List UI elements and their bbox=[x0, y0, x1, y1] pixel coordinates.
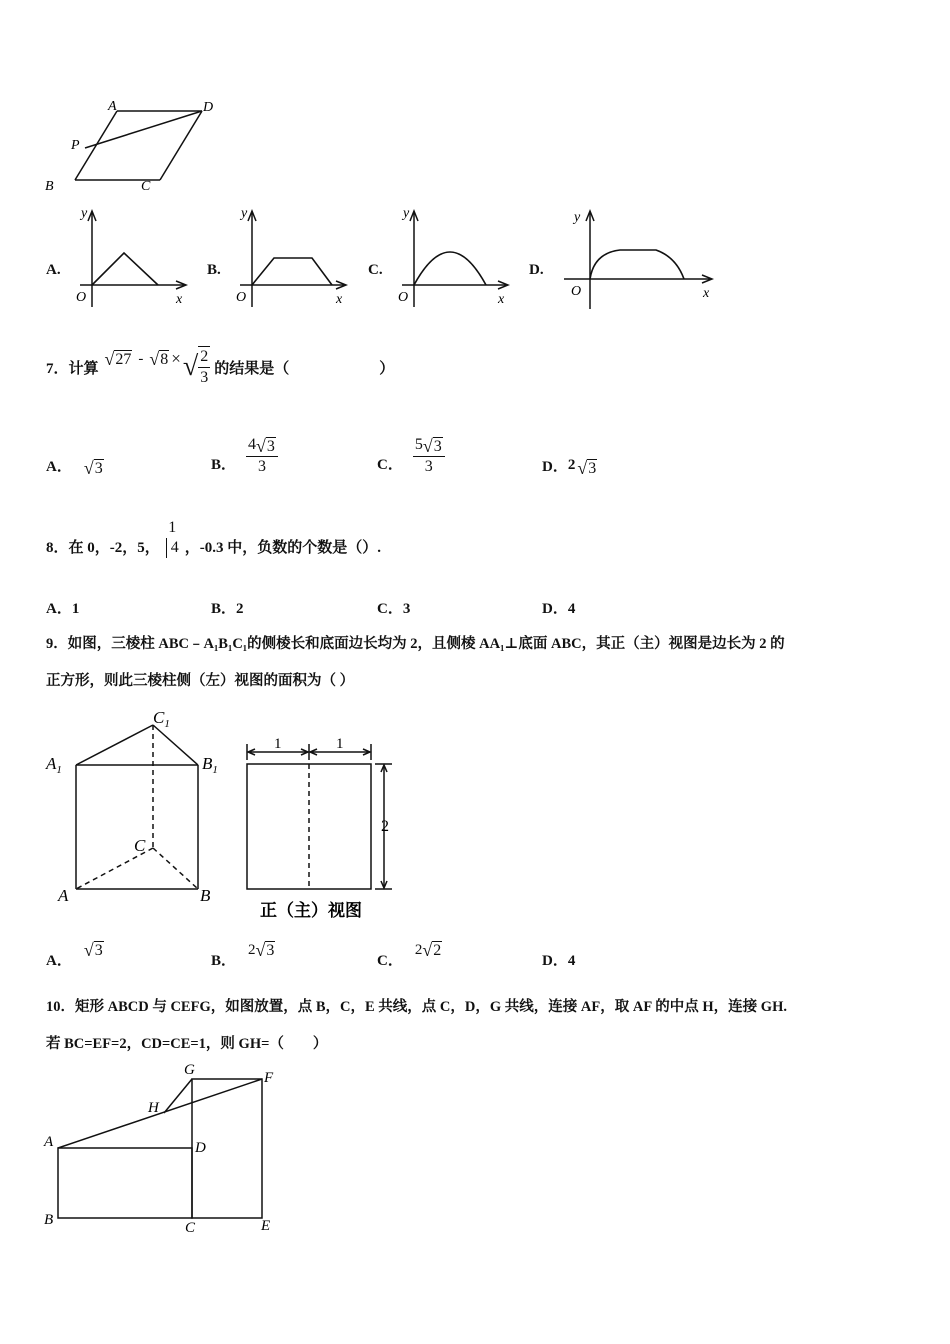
question-9-line2: 正方形，则此三棱柱侧（左）视图的面积为（ ） bbox=[46, 673, 355, 689]
q8-option-c: C．3 bbox=[377, 601, 411, 617]
label-a: A bbox=[108, 99, 117, 114]
svg-text:正（主）视图: 正（主）视图 bbox=[260, 901, 362, 920]
question-10-line2: 若 BC=EF=2，CD=CE=1，则 GH=（ ） bbox=[46, 1036, 328, 1052]
label-b: B bbox=[45, 179, 54, 194]
graph-option-d-label: D. bbox=[529, 262, 544, 278]
svg-text:C: C bbox=[134, 836, 146, 855]
svg-text:x: x bbox=[498, 292, 505, 307]
svg-text:y: y bbox=[81, 206, 88, 221]
q8-option-d: D．4 bbox=[542, 601, 576, 617]
svg-text:y: y bbox=[241, 206, 248, 221]
svg-text:O: O bbox=[236, 290, 247, 305]
q7-option-c: C． 5 √ 3 3 bbox=[377, 428, 445, 484]
q9-option-b: B． 2 √ 3 bbox=[211, 940, 275, 969]
q9-option-a: A． √ 3 bbox=[46, 940, 103, 969]
edge-ba bbox=[75, 111, 117, 180]
svg-text:y: y bbox=[574, 210, 581, 225]
svg-text:D: D bbox=[195, 1140, 206, 1156]
question-9-line1: 9．如图，三棱柱 ABC﹣A₁B₁C₁的侧棱长和底面边长均为 2，且侧棱 AA₁⊥底面 ABC，其正（主）视图是边长为 2 的 bbox=[46, 636, 785, 652]
svg-text:O: O bbox=[571, 284, 582, 299]
svg-text:x: x bbox=[703, 286, 710, 301]
graph-option-c-label: C. bbox=[368, 262, 383, 278]
front-view-figure bbox=[240, 730, 410, 922]
edge-dc bbox=[160, 111, 202, 180]
svg-text:B: B bbox=[44, 1212, 54, 1228]
svg-text:B: B bbox=[200, 886, 211, 905]
graph-option-a-label: A. bbox=[46, 262, 61, 278]
svg-text:C: C bbox=[185, 1220, 196, 1236]
segment-pd bbox=[85, 111, 202, 148]
prism-figure bbox=[40, 705, 230, 910]
q9-option-c: C． 2 √ 2 bbox=[377, 940, 442, 969]
svg-text:A: A bbox=[44, 1134, 54, 1150]
question-10-line1: 10．矩形 ABCD 与 CEFG，如图放置，点 B，C，E 共线，点 C，D，G 共线，连接 AF，取 AF 的中点 H，连接 GH. bbox=[46, 999, 787, 1015]
svg-text:A1: $A_1$ bbox=[46, 754, 62, 776]
q9-option-d: D．4 bbox=[542, 953, 576, 969]
graph-option-d bbox=[560, 203, 720, 311]
svg-text:2: 2 bbox=[381, 818, 389, 835]
svg-text:F: F bbox=[264, 1070, 274, 1086]
q7-option-d: D． 2 √ 3 bbox=[542, 456, 597, 478]
svg-text:1: 1 bbox=[336, 736, 344, 752]
graph-option-a bbox=[72, 203, 192, 311]
svg-text:O: O bbox=[76, 290, 87, 305]
rectangles-figure bbox=[40, 1060, 290, 1238]
graph-option-c bbox=[394, 203, 514, 311]
label-d: D bbox=[203, 100, 214, 115]
svg-text:x: x bbox=[176, 292, 183, 307]
svg-text:x: x bbox=[336, 292, 343, 307]
svg-text:H: H bbox=[148, 1100, 159, 1116]
q8-option-a: A．1 bbox=[46, 601, 80, 617]
svg-text:C1: $C_1$ bbox=[153, 708, 170, 730]
svg-text:E: E bbox=[261, 1218, 271, 1234]
graph-option-b bbox=[232, 203, 352, 311]
svg-text:y: y bbox=[403, 206, 410, 221]
label-c: C bbox=[141, 179, 151, 194]
svg-text:O: O bbox=[398, 290, 409, 305]
question-8: 8．在 0，-2，5， 1 4 ，-0.3 中，负数的个数是（）. bbox=[46, 519, 381, 556]
svg-text:B1: $B_1$ bbox=[202, 754, 218, 776]
q8-option-b: B．2 bbox=[211, 601, 244, 617]
q7-option-b: B． 4 √ 3 3 bbox=[211, 428, 278, 484]
question-7: 7．计算 √ 27 - √ 8 × √ $\frac{2}{3}$ 的结果是（ ） bbox=[46, 348, 395, 386]
parallelogram-figure bbox=[40, 98, 230, 196]
svg-text:A: A bbox=[58, 886, 69, 905]
svg-text:1: 1 bbox=[274, 736, 282, 752]
graph-option-b-label: B. bbox=[207, 262, 221, 278]
svg-text:G: G bbox=[184, 1062, 195, 1078]
label-p: P bbox=[71, 138, 80, 153]
q7-option-a: A． √ 3 bbox=[46, 458, 103, 478]
